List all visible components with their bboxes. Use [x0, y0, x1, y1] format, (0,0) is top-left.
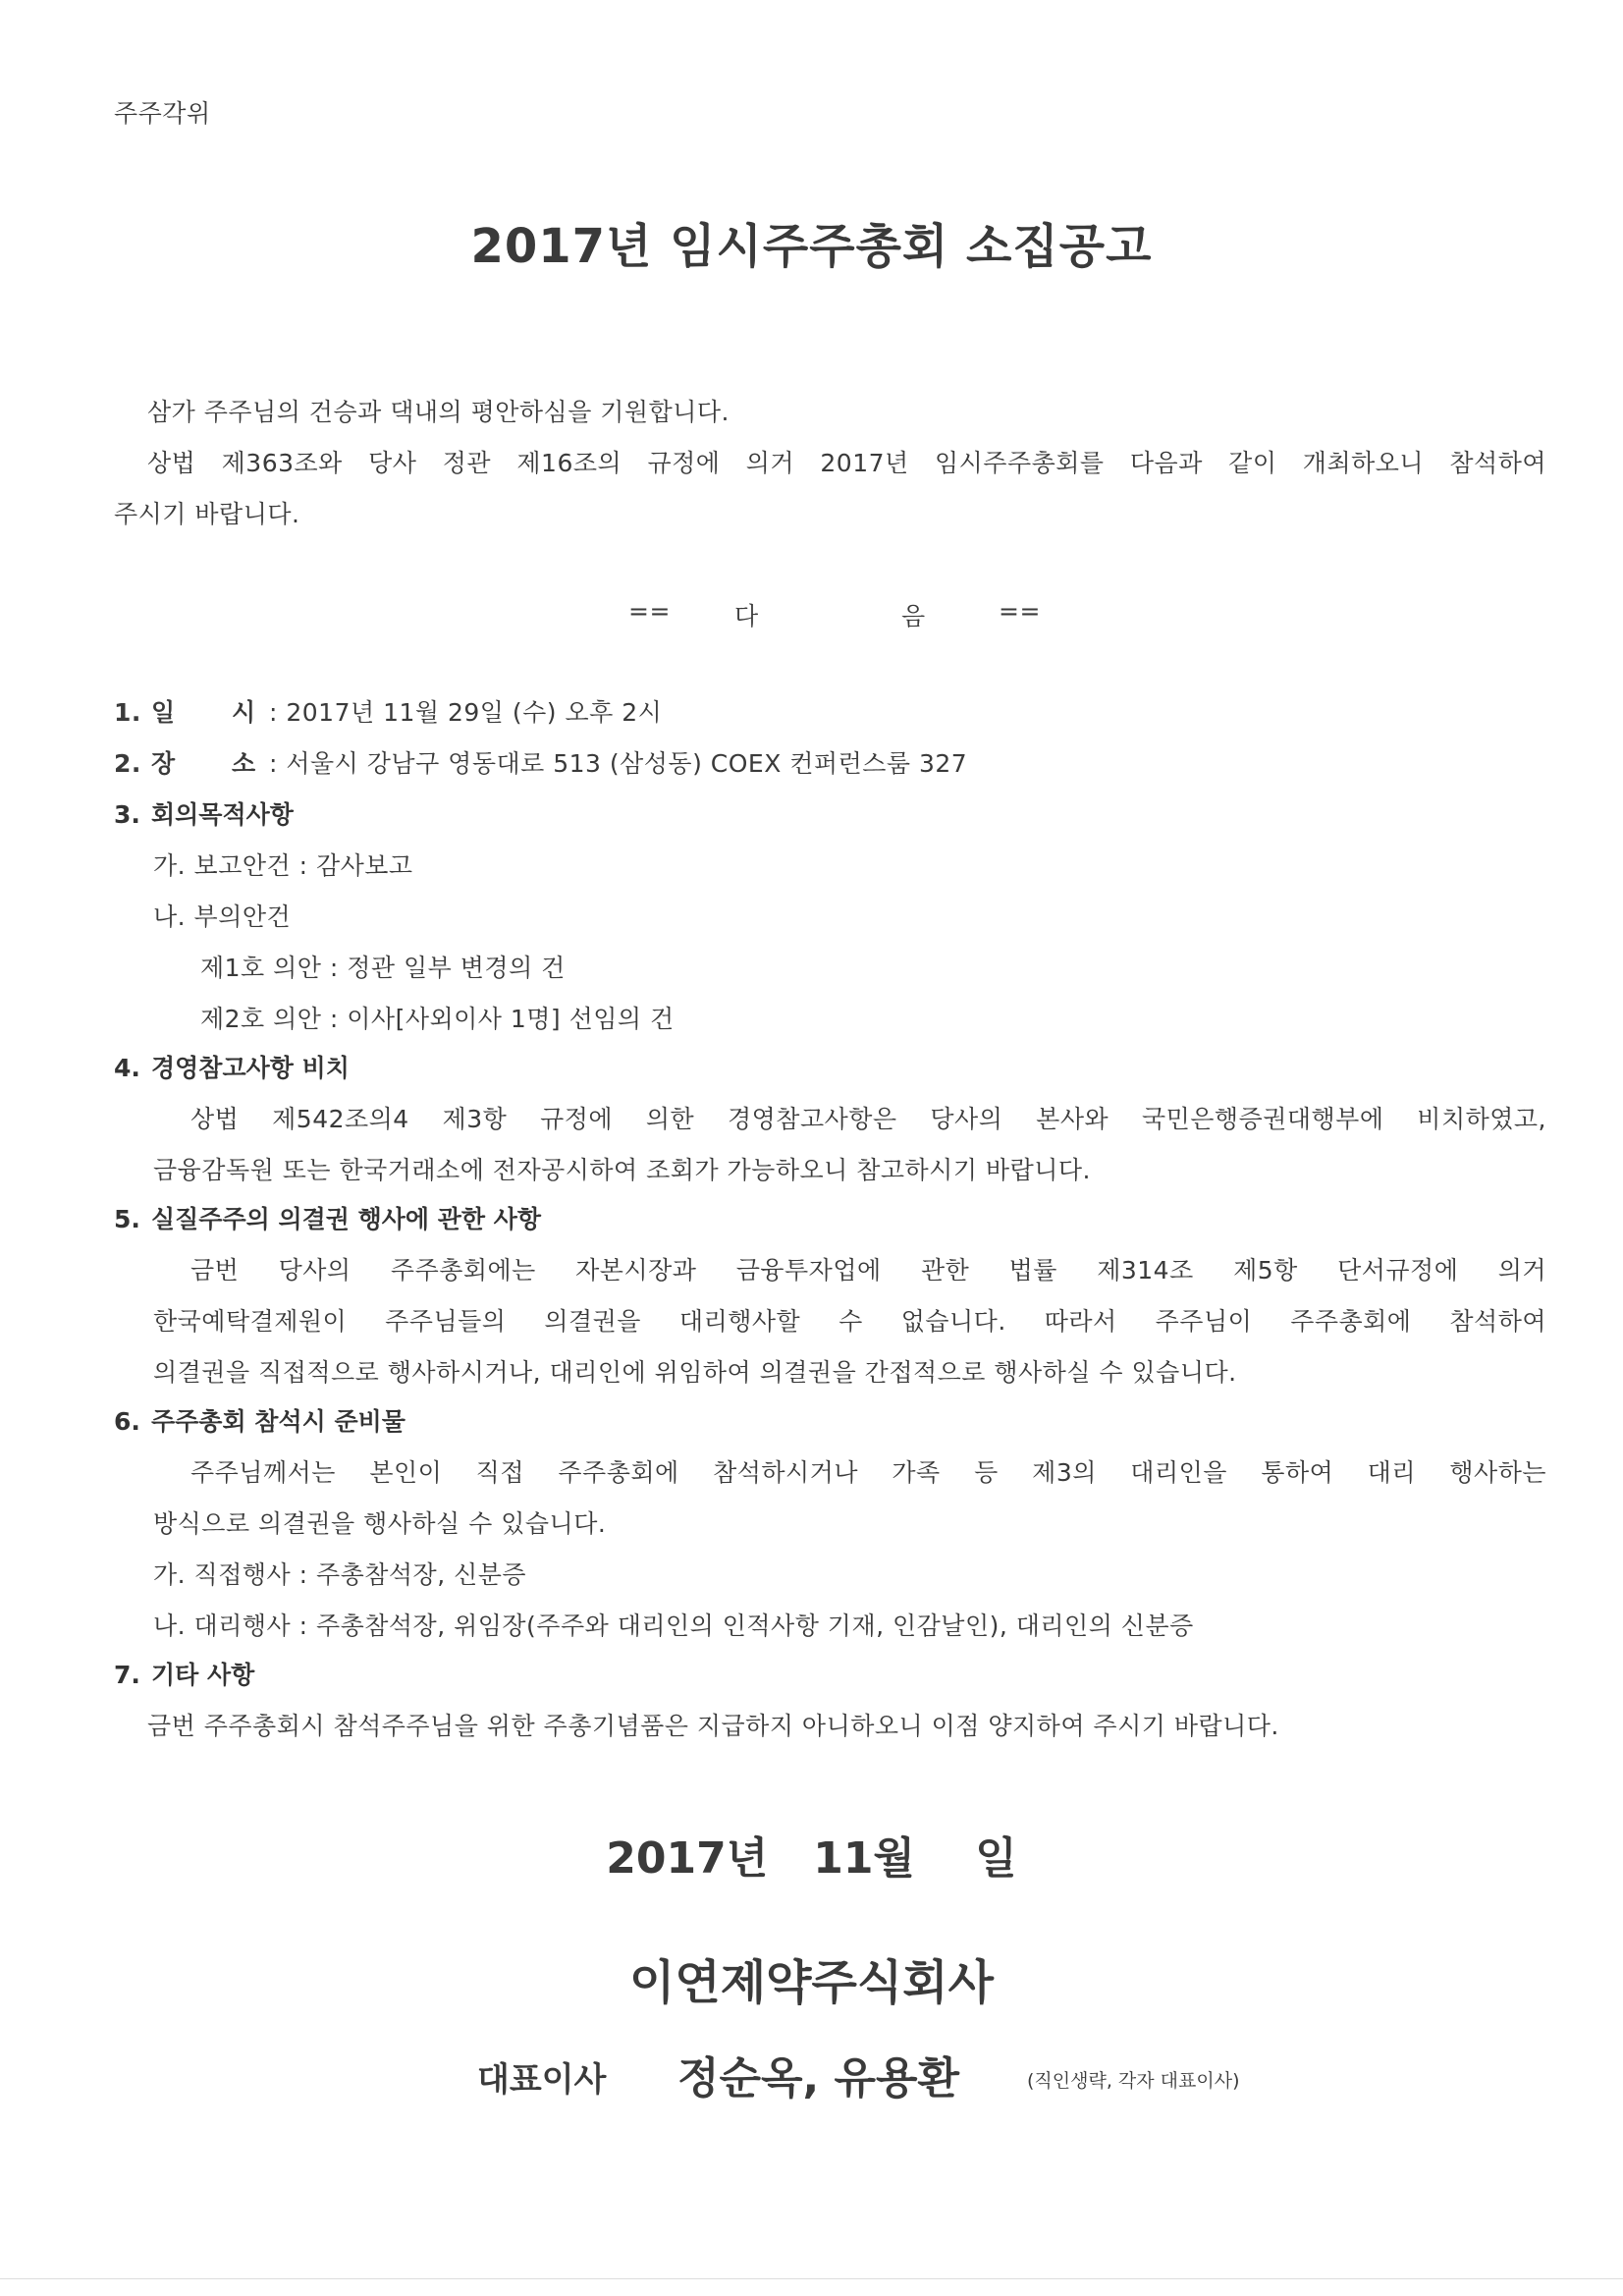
company-name: 이연제약주식회사 — [629, 1955, 994, 2010]
item-heading-text: 실질주주의 의결권 행사에 관한 사항 — [151, 1205, 542, 1233]
item-voting-heading — [114, 1200, 541, 1235]
voting-line-1: 금번 당사의 주주총회에는 자본시장과 금융투자업에 관한 법률 제314조 제5항 단서규정에 의거 — [190, 1256, 1546, 1285]
representative-label: 대표이사 — [477, 2060, 607, 2100]
item-number: 1. — [114, 698, 141, 727]
divider-right: == — [999, 597, 1041, 626]
intro-line-3: 주시기 바랍니다. — [114, 500, 300, 528]
reference-line-2: 금융감독원 또는 한국거래소에 전자공시하여 조회가 가능하오니 참고하시기 바랍니다. — [153, 1156, 1091, 1184]
preparation-line-2: 방식으로 의결권을 행사하실 수 있습니다. — [153, 1509, 607, 1538]
preparation-line-1: 주주님께서는 본인이 직접 주주총회에 참석하시거나 가족 등 제3의 대리인을 통하여 대리 행사하는 — [190, 1458, 1546, 1487]
other-line-1: 금번 주주총회시 참석주주님을 위한 주총기념품은 지급하지 아니하오니 이점 양지하여 주시기 바랍니다. — [147, 1712, 1279, 1740]
agenda-resolution-2: 제2호 의안 : 이사[사외이사 1명] 선임의 건 — [200, 1005, 675, 1033]
divider-left: == — [628, 597, 671, 626]
notice-date: 2017년 11월 일 — [606, 1833, 1017, 1884]
preparation-proxy: 나. 대리행사 : 주총참석장, 위임장(주주와 대리인의 인적사항 기재, 인감날인), 대리인의 신분증 — [153, 1612, 1194, 1640]
intro-line-2: 상법 제363조와 당사 정관 제16조의 규정에 의거 2017년 임시주주총회를 다음과 같이 개최하오니 참석하여 — [147, 449, 1546, 477]
seal-note: (직인생략, 각자 대표이사) — [1027, 2070, 1240, 2092]
item-label-part: 장 — [151, 749, 176, 778]
agenda-resolution-1: 제1호 의안 : 정관 일부 변경의 건 — [200, 954, 566, 982]
item-label-part: 일 — [151, 698, 176, 727]
intro-line-1: 삼가 주주님의 건승과 댁내의 평안하심을 기원합니다. — [147, 398, 730, 426]
agenda-resolution: 나. 부의안건 — [153, 902, 292, 931]
bottom-divider — [0, 2278, 1623, 2279]
item-number: 3. — [114, 800, 140, 829]
item-heading-text: 회의목적사항 — [151, 800, 294, 829]
page-title: 2017년 임시주주총회 소집공고 — [470, 219, 1153, 274]
item-number: 6. — [114, 1407, 140, 1436]
item-heading-text: 주주총회 참석시 준비물 — [151, 1407, 406, 1436]
item-number: 2. — [114, 749, 141, 778]
item-number: 4. — [114, 1054, 140, 1082]
item-date — [114, 693, 662, 729]
item-other-heading — [114, 1656, 254, 1691]
voting-line-3: 의결권을 직접적으로 행사하시거나, 대리인에 위임하여 의결권을 간접적으로 행사하실 수 있습니다. — [153, 1358, 1237, 1387]
item-reference-heading — [114, 1049, 350, 1084]
item-heading-text: 경영참고사항 비치 — [151, 1054, 350, 1082]
item-place — [114, 744, 967, 780]
item-number: 7. — [114, 1661, 140, 1689]
item-heading-text: 기타 사항 — [151, 1661, 255, 1689]
representative-names: 정순옥, 유용환 — [677, 2053, 960, 2104]
item-label-part: 소 — [232, 749, 256, 778]
divider-word-1: 다 — [734, 602, 759, 630]
preparation-direct: 가. 직접행사 : 주총참석장, 신분증 — [153, 1560, 527, 1589]
voting-line-2: 한국예탁결제원이 주주님들의 의결권을 대리행사할 수 없습니다. 따라서 주주님이 주주총회에 참석하여 — [153, 1307, 1546, 1336]
item-date-value: : 2017년 11월 29일 (수) 오후 2시 — [269, 698, 663, 727]
item-label-part: 시 — [232, 698, 256, 727]
item-number: 5. — [114, 1205, 140, 1233]
agenda-report: 가. 보고안건 : 감사보고 — [153, 851, 413, 880]
item-agenda-heading — [114, 795, 294, 831]
addressee: 주주각위 — [114, 99, 211, 128]
item-place-value: : 서울시 강남구 영동대로 513 (삼성동) COEX 컨퍼런스룸 327 — [269, 749, 968, 778]
divider-word-2: 음 — [901, 602, 926, 630]
reference-line-1: 상법 제542조의4 제3항 규정에 의한 경영참고사항은 당사의 본사와 국민은행증권대행부에 비치하였고, — [190, 1105, 1546, 1133]
item-preparation-heading — [114, 1402, 406, 1438]
